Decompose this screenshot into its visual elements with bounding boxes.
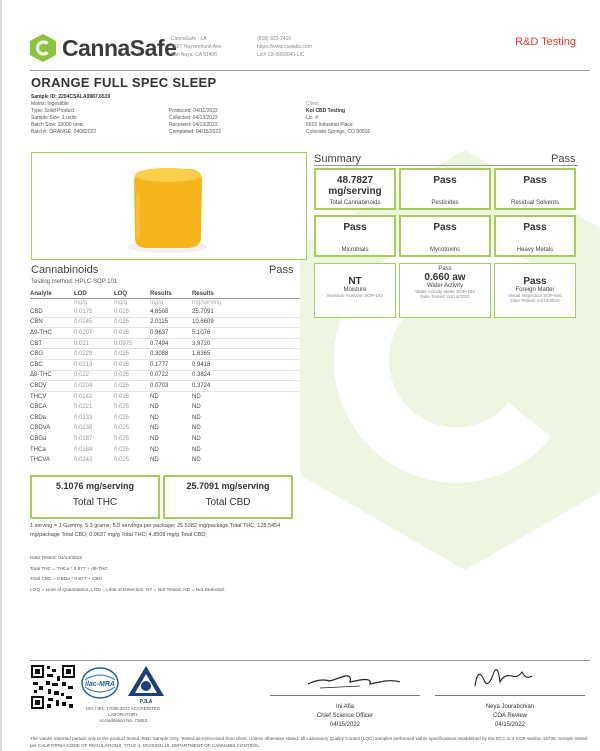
result-mg-serving-cell: 25.7091	[192, 307, 300, 318]
total-thc-value: 5.1076 mg/serving	[55, 481, 135, 491]
loq-cell: 0.025	[114, 404, 130, 411]
lod-cell: 0.0229	[74, 349, 114, 360]
signatory-2	[435, 703, 585, 730]
footer-divider	[30, 660, 590, 661]
lod-cell: 0.0184	[74, 446, 93, 453]
lab-line: Van Nuys, CA 91406	[171, 52, 218, 58]
loq-cell: 0.025	[114, 349, 150, 360]
table-row	[30, 444, 300, 455]
signatory-role: COA Review	[492, 713, 527, 719]
loq-cell: 0.025	[114, 328, 150, 339]
total-cannabinoids-label: Total Cannabinoids	[329, 200, 381, 206]
result-mg-serving-cell: 5.1076	[192, 328, 300, 339]
residual-solvents-result: Pass	[523, 175, 547, 186]
mycotoxins-tile	[399, 215, 491, 257]
lod-cell: 0.0207	[74, 328, 114, 339]
pjla-logo	[126, 664, 166, 708]
meta-line: Collected: 04/13/2022	[169, 115, 218, 121]
foreign-matter-label: Foreign Matter	[515, 287, 555, 293]
mycotoxins-result: Pass	[433, 222, 457, 233]
signatory-date: 04/15/2022	[494, 722, 526, 728]
table-row	[30, 317, 300, 328]
date-tested-note: Date Tested: 04/14/2022	[30, 556, 83, 561]
result-mg-serving-cell: 1.6365	[192, 349, 300, 360]
table-row	[30, 328, 300, 339]
result-mg-g-cell: 0.3088	[150, 349, 192, 360]
result-mg-g-cell: ND	[150, 446, 159, 453]
loq-cell: 0.025	[114, 414, 130, 421]
lod-cell: 0.0242	[74, 393, 93, 400]
gummy-image	[32, 153, 306, 259]
col-lod: LOD	[74, 290, 114, 299]
lod-cell: 0.0175	[74, 307, 114, 318]
signatory-name: Neya Jourabchian	[485, 704, 535, 710]
total-cannabinoids-value: 48.7827	[336, 175, 374, 186]
serving-note: 1 serving = 1 Gummy, 5.3 grams; 5.0 servings per package; 25.5382 mg/package Total THC; 128.5454 mg/package Total CBD; 0.9637 mg/g Total THC; 4.8508 mg/g Total CBD;	[30, 523, 281, 538]
result-mg-g-cell: ND	[150, 393, 159, 400]
table-row	[30, 402, 300, 413]
lod-cell: 0.022	[74, 370, 114, 381]
col-analyte: Analyte	[30, 290, 74, 299]
result-mg-serving-cell: 0.3824	[192, 370, 300, 381]
brand-logo	[30, 34, 176, 62]
water-activity-tile	[399, 263, 491, 318]
meta-line: Sample Size: 1 units	[31, 115, 77, 121]
analyte-cell: Δ9-THC	[30, 328, 74, 339]
unit-cell: mg/g	[150, 299, 164, 306]
meta-line: 5615 Industrial Place	[306, 122, 353, 128]
lab-line: 7027 Hayvenhurst Ave.	[171, 44, 223, 50]
result-mg-serving-cell: 0.3724	[192, 381, 300, 392]
cbd-formula: Total CBD = CBDa * 0.877 + CBD	[30, 577, 102, 582]
result-mg-serving-cell: ND	[192, 425, 201, 432]
lod-cell: 0.0221	[74, 404, 93, 411]
total-cannabinoids-tile	[314, 168, 396, 210]
unit-cell: mg/g	[114, 299, 128, 306]
water-activity-date: Date Tested: 04/14/2022	[420, 294, 470, 299]
meta-line: Type: Solid Product	[31, 108, 75, 114]
result-mg-g-cell: ND	[150, 457, 159, 464]
loq-cell: 0.025	[114, 446, 130, 453]
summary-title: Summary	[314, 153, 362, 165]
analyte-cell: CBCA	[30, 404, 47, 411]
microbials-tile	[314, 215, 396, 257]
water-activity-label: Water Activity	[426, 283, 464, 289]
signatory-1	[270, 703, 420, 730]
summary-divider	[314, 165, 578, 166]
sample-meta	[31, 94, 110, 136]
disclaimer: The values reported pertain only to the product tested. R&D Sample Only. Tested as-is/received from client. Unless otherwise stated, all Laboratory Quality Control (LQC) samples performed within specifications established by the DCC in 4 CCR section 15730. Sample tested per CALIFORNIA CODE OF REGULATIONS, TITLE 4, DIVISION 19, DEPARTMENT OF CANNABIS CONTROL.	[30, 736, 588, 748]
mycotoxins-label: Mycotoxins	[429, 247, 460, 253]
total-cannabinoids-unit: mg/serving	[328, 186, 382, 197]
table-row	[30, 359, 300, 370]
lod-cell: 0.0204	[74, 381, 114, 392]
client-name: Koi CBD Testing	[306, 108, 346, 114]
analyte-cell: THCa	[30, 446, 46, 453]
col-results-mg-g: Results	[150, 290, 192, 299]
signature-neya-jourabchian	[470, 662, 540, 696]
signatory-date: 04/15/2022	[329, 722, 361, 728]
loq-cell: 0.025	[114, 393, 130, 400]
result-mg-g-cell: 0.9637	[150, 328, 192, 339]
table-row	[30, 370, 300, 381]
total-cbd-value: 25.7091 mg/serving	[186, 481, 270, 491]
loq-cell: 0.025	[114, 317, 150, 328]
header	[30, 28, 590, 70]
moisture-method: Moisture Analyzer SOP-103	[327, 293, 383, 298]
foreign-matter-date: Date Tested: 04/13/2022	[510, 298, 560, 303]
moisture-label: Moisture	[343, 287, 367, 293]
result-mg-serving-cell: ND	[192, 393, 201, 400]
col-loq: LOQ	[114, 290, 150, 299]
loq-cell: 0.0975	[114, 338, 150, 349]
client-meta	[306, 101, 370, 136]
ilac-text: ilac-MRA	[85, 681, 115, 688]
signatory-role: Chief Science Officer	[316, 713, 374, 719]
unit-cell: mg/serving	[192, 299, 222, 306]
units-row	[30, 299, 300, 307]
foreign-matter-result: Pass	[523, 276, 547, 287]
loq-cell: 0.025	[114, 381, 150, 392]
moisture-result: NT	[348, 276, 362, 287]
heavy-metals-result: Pass	[523, 222, 547, 233]
table-row	[30, 307, 300, 318]
table-row	[30, 381, 300, 392]
total-cbd-label: Total CBD	[205, 497, 251, 508]
analyte-cell: CBT	[30, 338, 74, 349]
analyte-cell: CBDV	[30, 381, 74, 392]
total-cbd-box	[163, 475, 293, 519]
water-activity-pass: Pass	[438, 266, 452, 272]
lod-cell: 0.0243	[74, 457, 93, 464]
analyte-cell: CBDa	[30, 414, 47, 421]
analyte-cell: THCVA	[30, 457, 50, 464]
table-row	[30, 338, 300, 349]
lod-cell: 0.0187	[74, 435, 93, 442]
signature-ini-afia	[300, 666, 410, 696]
meta-line: Colorado Springs, CO 80916	[306, 129, 371, 135]
brand-name: CannaSafe	[62, 34, 177, 61]
heavy-metals-label: Heavy Metals	[516, 247, 554, 253]
analyte-cell: CBC	[30, 359, 74, 370]
cannasafe-hex-icon	[30, 34, 56, 62]
page-edge	[0, 0, 2, 751]
meta-line: Received: 04/13/2022	[169, 122, 218, 128]
meta-line: Matrix: Ingestible	[31, 101, 69, 107]
lab-line: CannaSafe - LA	[171, 36, 207, 42]
result-mg-g-cell: 0.0722	[150, 370, 192, 381]
analyte-cell: Δ8-THC	[30, 370, 74, 381]
pesticides-label: Pesticides	[431, 200, 459, 206]
total-thc-box	[30, 475, 160, 519]
lab-license: Lic# C8-0000040-LIC	[257, 52, 305, 58]
loq-cell: 0.025	[114, 457, 130, 464]
lab-address	[171, 35, 223, 59]
lab-contact	[257, 35, 312, 59]
residual-solvents-label: Residual Solvents	[510, 200, 560, 206]
analyte-cell: THCV	[30, 393, 47, 400]
water-activity-result: 0.660 aw	[424, 272, 466, 283]
analyte-cell: CBD	[30, 307, 74, 318]
signature-line	[435, 695, 585, 696]
meta-line: Produced: 04/11/2022	[169, 108, 218, 114]
unit-cell	[30, 299, 74, 307]
iso-line: Accreditation No. 73653	[98, 718, 148, 723]
summary-result: Pass	[551, 153, 576, 165]
table-row	[30, 434, 300, 445]
analyte-cell: CBG	[30, 349, 74, 360]
rd-testing-label: R&D Testing	[515, 36, 576, 48]
loq-cell: 0.025	[114, 370, 150, 381]
signature-line	[270, 695, 420, 696]
client-label: Client	[306, 101, 319, 107]
pesticides-result: Pass	[433, 175, 457, 186]
result-mg-g-cell: ND	[150, 435, 159, 442]
result-mg-serving-cell: ND	[192, 457, 201, 464]
unit-cell: mg/g	[74, 299, 88, 306]
result-mg-g-cell: ND	[150, 425, 159, 432]
signatory-name: Ini Afia	[335, 704, 354, 710]
residual-solvents-tile	[494, 168, 576, 210]
col-results-mg-serving: Results	[192, 290, 300, 299]
result-mg-g-cell: 0.7494	[150, 338, 192, 349]
pesticides-tile	[399, 168, 491, 210]
header-divider	[30, 70, 590, 71]
loq-cell: 0.025	[114, 359, 150, 370]
analyte-cell: CBN	[30, 317, 74, 328]
table-row	[30, 412, 300, 423]
sample-id: Sample ID: 2204CSALA9987.6519	[31, 94, 111, 100]
loq-cell: 0.025	[114, 435, 130, 442]
table-row	[30, 455, 300, 466]
table-row	[30, 391, 300, 402]
ilac-mra-logo	[80, 666, 120, 708]
iso-accreditation	[78, 706, 168, 724]
result-mg-g-cell: 4.8508	[150, 307, 192, 318]
total-thc-label: Total THC	[72, 497, 118, 508]
result-mg-serving-cell: ND	[192, 404, 201, 411]
result-mg-g-cell: 2.0115	[150, 317, 192, 328]
result-mg-serving-cell: 0.9418	[192, 359, 300, 370]
result-mg-serving-cell: 3.9720	[192, 338, 300, 349]
result-mg-serving-cell: ND	[192, 435, 201, 442]
cannabinoids-table	[30, 290, 300, 465]
loq-cell: 0.025	[114, 425, 130, 432]
legend-note: LOQ = Limit of Quantitation; LOD = Limit of Detection; NT = Not Tested; ND = Not Detected.	[30, 588, 225, 593]
foreign-matter-method: Visual Inspection SOP-600	[508, 293, 562, 298]
microbials-label: Microbials	[341, 247, 369, 253]
table-header	[30, 290, 300, 299]
water-activity-method: Water Activity Meter SOP-102	[415, 289, 475, 294]
lod-cell: 0.021	[74, 338, 114, 349]
meta-line: Batch#: ORANGE: 04082022	[31, 129, 97, 135]
table-row	[30, 423, 300, 434]
foreign-matter-tile	[494, 263, 576, 318]
cannabinoids-result: Pass	[269, 264, 294, 276]
heavy-metals-tile	[494, 215, 576, 257]
product-title: ORANGE FULL SPEC SLEEP	[31, 75, 217, 90]
thc-formula: Total THC = THCa * 0.877 + d9-THC	[30, 567, 108, 572]
result-mg-g-cell: 0.0703	[150, 381, 192, 392]
lod-cell: 0.0238	[74, 425, 93, 432]
dates-meta	[169, 108, 221, 136]
result-mg-serving-cell: ND	[192, 414, 201, 421]
result-mg-serving-cell: 10.6609	[192, 317, 300, 328]
lab-website[interactable]: https://www.csalabs.com	[257, 44, 312, 50]
iso-line: ISO / IEC 17025:2017 ACCREDITED	[85, 706, 161, 711]
analyte-cell: CBGa	[30, 435, 47, 442]
cannabinoids-title: Cannabinoids	[31, 264, 99, 276]
loq-cell: 0.025	[114, 307, 150, 318]
iso-line: LABORATORY	[107, 712, 139, 717]
result-mg-serving-cell: ND	[192, 446, 201, 453]
pjla-text: PJLA	[139, 699, 153, 705]
lod-cell: 0.0133	[74, 414, 93, 421]
analyte-cell: CBDVA	[30, 425, 51, 432]
meta-line: Batch Size: 10000 units	[31, 122, 84, 128]
table-row	[30, 349, 300, 360]
lab-phone: (818) 922-2416	[257, 36, 292, 42]
microbials-result: Pass	[343, 222, 367, 233]
meta-line: Lic. #	[306, 115, 318, 121]
product-photo	[31, 152, 307, 260]
testing-method: Testing method: HPLC-SOP 101	[31, 279, 118, 285]
meta-line: Completed: 04/15/2022	[169, 129, 221, 135]
result-mg-g-cell: 0.1777	[150, 359, 192, 370]
result-mg-g-cell: ND	[150, 404, 159, 411]
moisture-tile	[314, 263, 396, 318]
result-mg-g-cell: ND	[150, 414, 159, 421]
watermark-hex-logo	[300, 150, 600, 570]
lod-cell: 0.0245	[74, 317, 114, 328]
qr-code-icon[interactable]	[30, 664, 76, 710]
lod-cell: 0.0213	[74, 359, 114, 370]
